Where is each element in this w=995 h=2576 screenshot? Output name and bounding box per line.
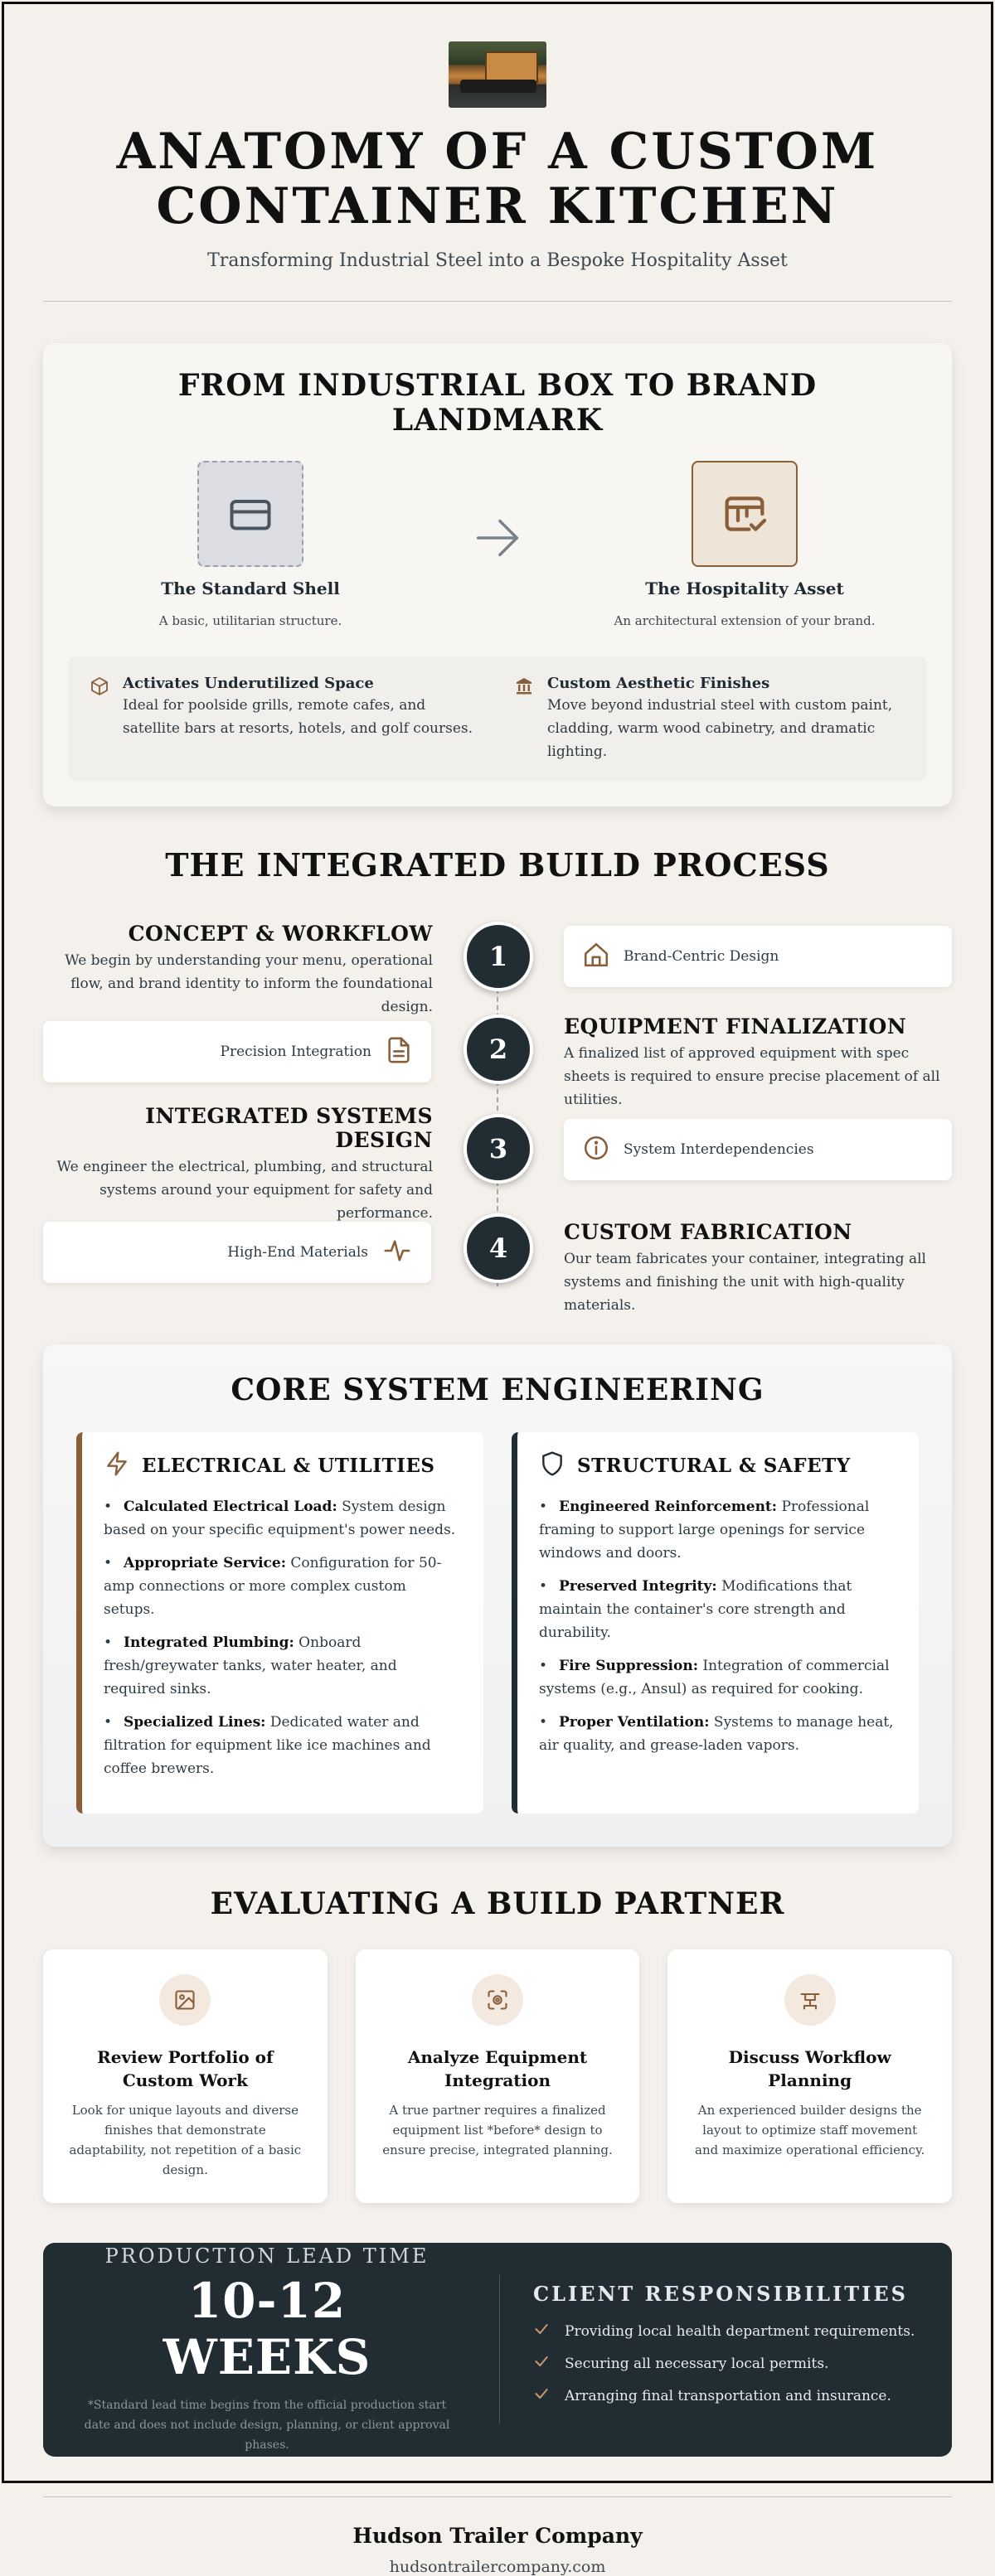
client-responsibilities-list <box>533 2321 915 2406</box>
info-icon <box>582 1134 610 1166</box>
tag-label: High-End Materials <box>227 1244 368 1261</box>
workflow-icon <box>784 1974 836 2026</box>
title-line-1: ANATOMY OF A CUSTOM <box>116 123 879 181</box>
tag-brand-centric <box>564 926 952 987</box>
list-item: • Integrated Plumbing: Onboard fresh/greywater tanks, water heater, and required sinks. <box>104 1634 397 1697</box>
list-item: Providing local health department requirements. <box>533 2321 915 2341</box>
electrical-title: ELECTRICAL & UTILITIES <box>142 1454 435 1477</box>
process-timeline <box>43 922 952 1319</box>
step-1-text <box>43 922 433 1019</box>
image-icon <box>159 1974 211 2026</box>
list-item: • Engineered Reinforcement: Professional framing to support large openings for service windows and doors. <box>539 1499 870 1562</box>
list-item: • Calculated Electrical Load: System design based on your specific equipment's power needs. <box>104 1499 456 1538</box>
step-description: We engineer the electrical, plumbing, and structural systems around your equipment for safety and performance. <box>56 1159 433 1222</box>
check-icon <box>533 2321 550 2341</box>
shield-icon <box>539 1450 565 1480</box>
hospitality-asset-name: The Hospitality Asset <box>645 579 844 598</box>
check-icon <box>533 2385 550 2406</box>
tag-high-end-materials <box>43 1222 431 1283</box>
feature-title: Custom Aesthetic Finishes <box>547 675 770 692</box>
building-icon <box>514 675 536 763</box>
credit-card-icon <box>197 461 303 567</box>
page-subtitle: Transforming Industrial Steel into a Bespoke Hospitality Asset <box>207 250 788 271</box>
company-website[interactable]: hudsontrailercompany.com <box>389 2558 606 2576</box>
focus-icon <box>472 1974 523 2026</box>
container-kitchen-photo <box>449 41 546 108</box>
step-description: Our team fabricates your container, integrating all systems and finishing the unit with high-quality materials. <box>564 1251 926 1314</box>
lightning-icon <box>104 1450 130 1480</box>
arrow-right-icon <box>468 461 527 570</box>
client-responsibilities-title: CLIENT RESPONSIBILITIES <box>533 2282 908 2306</box>
tag-label: System Interdependencies <box>624 1141 814 1158</box>
partner-card-portfolio <box>43 1949 328 2203</box>
step-2-text <box>564 1014 954 1111</box>
structural-title: STRUCTURAL & SAFETY <box>577 1454 851 1477</box>
step-title: EQUIPMENT FINALIZATION <box>564 1014 907 1039</box>
partner-cards <box>43 1949 952 2203</box>
engineering-section <box>43 1344 952 1847</box>
electrical-list <box>104 1495 460 1780</box>
tag-label: Brand-Centric Design <box>624 948 779 965</box>
electrical-card <box>76 1432 483 1813</box>
step-2-number: 2 <box>464 1014 533 1084</box>
activity-icon <box>381 1237 413 1269</box>
header-divider <box>43 301 952 302</box>
panel-divider <box>499 2275 500 2424</box>
standard-shell-name: The Standard Shell <box>161 579 340 598</box>
step-title: CONCEPT & WORKFLOW <box>128 922 433 946</box>
tag-precision-integration <box>43 1021 431 1082</box>
feature-title: Activates Underutilized Space <box>123 675 374 692</box>
step-4-number: 4 <box>464 1213 533 1283</box>
partner-title: EVALUATING A BUILD PARTNER <box>210 1886 785 1921</box>
feature-text: Ideal for poolside grills, remote cafes, and satellite bars at resorts, hotels, and golf courses. <box>123 697 473 737</box>
header <box>43 0 952 271</box>
lead-time-panel <box>43 2243 952 2457</box>
step-title: INTEGRATED SYSTEMS DESIGN <box>145 1104 433 1152</box>
footer <box>43 2524 952 2576</box>
lead-time-value: 10-12 WEEKS <box>163 2273 371 2385</box>
step-description: A finalized list of approved equipment with spec sheets is required to ensure precise placement of all utilities. <box>564 1045 940 1108</box>
list-item: Securing all necessary local permits. <box>533 2353 915 2374</box>
lead-time-note: *Standard lead time begins from the official production start date and does not include design, planning, or client approval phases. <box>84 2399 450 2452</box>
check-icon <box>533 2353 550 2374</box>
structural-list <box>539 1495 896 1757</box>
client-responsibilities <box>533 2282 915 2418</box>
partner-card-title: Review Portfolio of Custom Work <box>97 2047 274 2090</box>
footer-divider <box>43 2496 952 2497</box>
partner-card-text: Look for unique layouts and diverse finishes that demonstrate adaptability, not repetition of a basic design. <box>69 2103 302 2177</box>
box-icon <box>90 675 111 763</box>
document-icon <box>385 1036 413 1068</box>
feature-aesthetic-finishes <box>514 675 905 763</box>
partner-card-title: Analyze Equipment Integration <box>407 2047 588 2090</box>
partner-card-text: A true partner requires a finalized equipment list *before* design to ensure precise, integrated planning. <box>382 2103 613 2157</box>
standard-shell <box>118 461 383 628</box>
list-item: • Preserved Integrity: Modifications that maintain the container's core strength and durability. <box>539 1578 852 1641</box>
list-item: • Appropriate Service: Configuration for 50-amp connections or more complex custom setups. <box>104 1555 442 1618</box>
structural-header <box>539 1450 896 1480</box>
step-1-number: 1 <box>464 922 533 991</box>
step-3-text <box>43 1104 433 1225</box>
title-line-2: CONTAINER KITCHEN <box>156 177 839 235</box>
page-title <box>43 124 952 234</box>
tag-label: Precision Integration <box>220 1043 371 1060</box>
list-item: • Specialized Lines: Dedicated water and filtration for equipment like ice machines and coffee brewers. <box>104 1714 431 1777</box>
list-item: • Proper Ventilation: Systems to manage heat, air quality, and grease-laden vapors. <box>539 1714 894 1754</box>
feature-text: Move beyond industrial steel with custom paint, cladding, warm wood cabinetry, and dramatic lighting. <box>547 697 893 760</box>
engineering-title: CORE SYSTEM ENGINEERING <box>231 1373 764 1407</box>
transform-section <box>43 343 952 806</box>
feature-strip <box>68 656 927 782</box>
lead-time <box>76 2244 458 2455</box>
company-name: Hudson Trailer Company <box>352 2524 643 2548</box>
home-icon <box>582 941 610 973</box>
page-container <box>43 0 952 2576</box>
tag-system-interdependencies <box>564 1119 952 1180</box>
transform-title: FROM INDUSTRIAL BOX TO BRAND LANDMARK <box>177 368 818 438</box>
partner-card-text: An experienced builder designs the layout to optimize staff movement and maximize operational efficiency. <box>695 2103 925 2157</box>
list-item: • Fire Suppression: Integration of commercial systems (e.g., Ansul) as required for cooking. <box>539 1658 890 1697</box>
list-item: Arranging final transportation and insurance. <box>533 2385 915 2406</box>
storefront-check-icon <box>692 461 798 567</box>
step-description: We begin by understanding your menu, operational flow, and brand identity to inform the foundational design. <box>65 952 433 1015</box>
hospitality-asset-desc: An architectural extension of your brand. <box>614 613 876 628</box>
partner-card-workflow <box>667 1949 952 2203</box>
step-3-number: 3 <box>464 1114 533 1184</box>
step-title: CUSTOM FABRICATION <box>564 1220 852 1244</box>
structural-card <box>512 1432 919 1813</box>
standard-shell-desc: A basic, utilitarian structure. <box>158 613 342 628</box>
step-4-text <box>564 1220 954 1317</box>
hospitality-asset <box>612 461 877 628</box>
partner-card-title: Discuss Workflow Planning <box>728 2047 891 2090</box>
electrical-header <box>104 1450 460 1480</box>
feature-underutilized-space <box>90 675 481 763</box>
lead-time-label: PRODUCTION LEAD TIME <box>104 2244 430 2268</box>
process-title: THE INTEGRATED BUILD PROCESS <box>165 846 830 884</box>
systems-row <box>76 1432 919 1813</box>
transform-row <box>68 461 927 628</box>
partner-card-equipment <box>356 1949 640 2203</box>
